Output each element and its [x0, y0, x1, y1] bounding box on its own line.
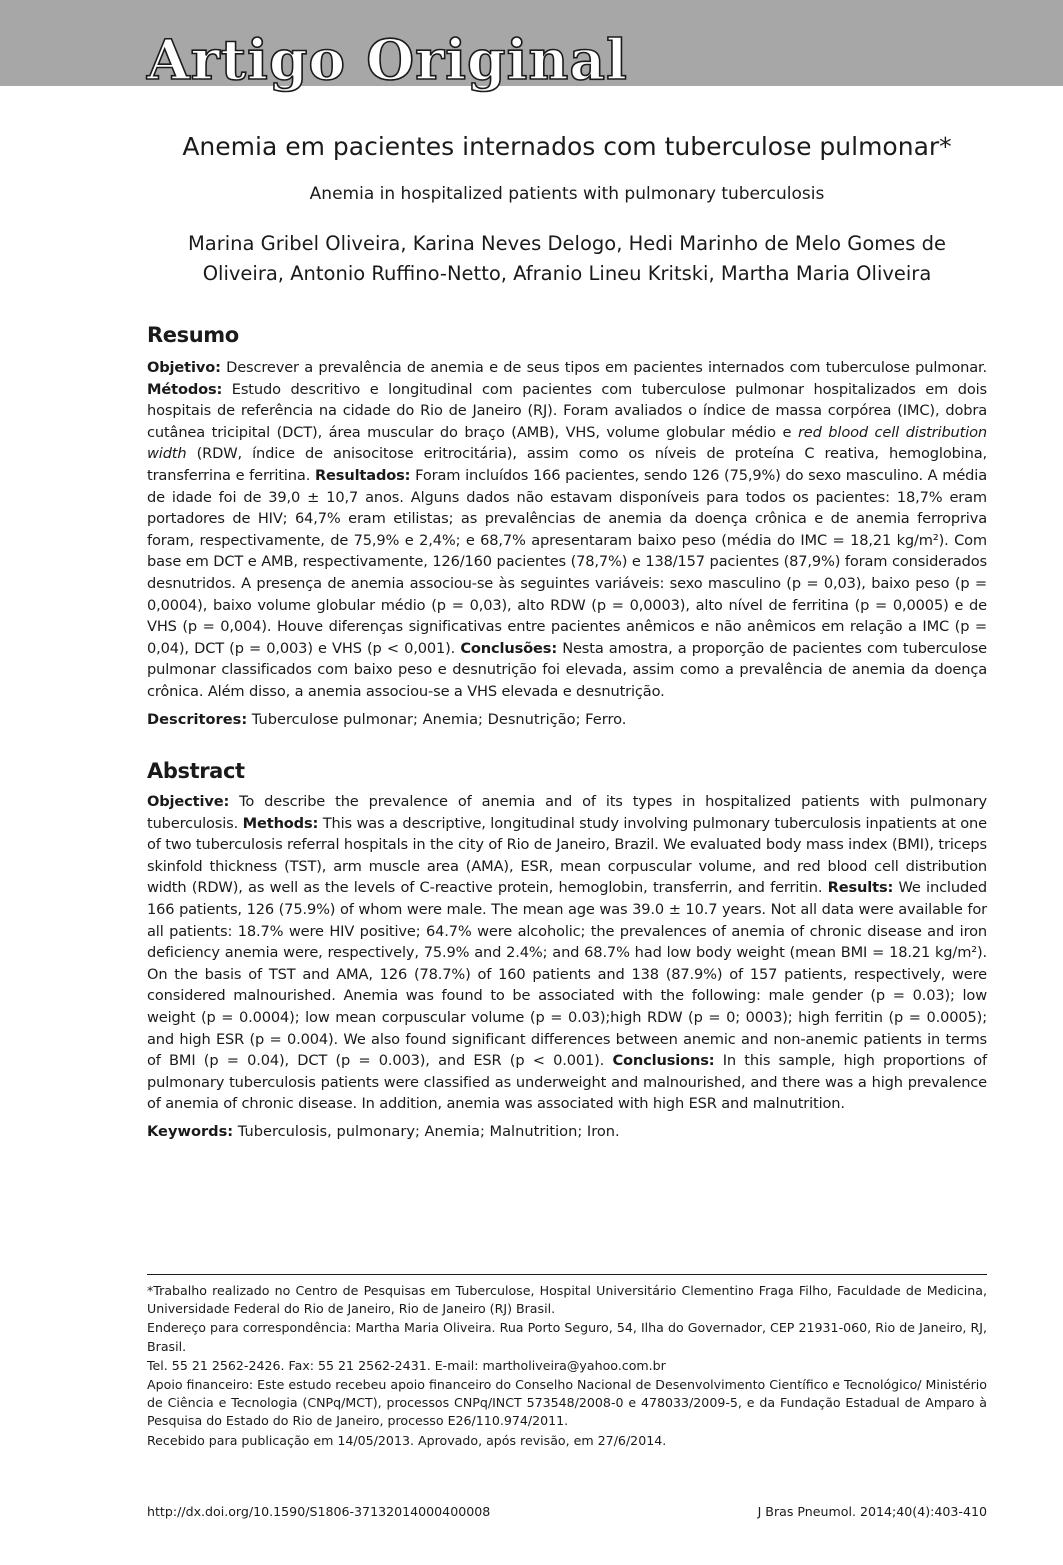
metodos-label: Métodos:: [147, 380, 223, 398]
resumo-heading: Resumo: [147, 323, 239, 347]
author-list: [147, 229, 987, 289]
resumo-body: [147, 357, 987, 703]
conclusions-label: Conclusions:: [612, 1052, 715, 1070]
conclusions-text: In this sample, high proportions of pulmonary tuberculosis patients were classified as underweight and malnourished, and there was a high prevalence of anemia of chronic disease. In addition, anemia was associated with high ESR and malnutrition.: [147, 1052, 987, 1113]
resumo-section: [147, 321, 987, 730]
results-text: We included 166 patients, 126 (75.9%) of whom were male. The mean age was 39.0 ± 10.7 years. Not all data were available for all patients: 18.7% were HIV positive; 64.7% were alcoholic; the prevalences of anemia of chronic disease and iron deficiency anemia were, respectively, 75.9% and 2.4%; and 68.7% had low body weight (mean BMI = 18.21 kg/m²). On the basis of TST and AMA, 126 (78.7%) of 160 patients and 138 (87.9%) of 157 patients, respectively, were considered malnourished. Anemia was found to be associated with the following: male gender (p = 0.03); low weight (p = 0.0004); low mean corpuscular volume (p = 0.03);high RDW (p = 0; 0003); high ferritin (p = 0.0005); and high ESR (p = 0.004). We also found significant differences between anemic and non-anemic patients in terms of BMI (p = 0.04), DCT (p = 0.003), and ESR (p < 0.001).: [147, 879, 987, 1070]
metodos-italic-term: red blood cell distribution width: [147, 423, 988, 463]
resultados-label: Resultados:: [314, 466, 411, 484]
footnote-dates: Recebido para publicação em 14/05/2013. Aprovado, após revisão, em 27/6/2014.: [147, 1432, 667, 1448]
section-label: Artigo Original: [147, 27, 628, 92]
objective-text: To describe the prevalence of anemia and of its types in hospitalized patients with pulmonary tuberculosis.: [147, 793, 987, 832]
footnote-contact: Tel. 55 21 2562-2426. Fax: 55 21 2562-2431. E-mail: martholiveira@yahoo.com.br: [147, 1357, 666, 1373]
objetivo-text: Descrever a prevalência de anemia e de seus tipos em pacientes internados com tuberculose pulmonar.: [220, 359, 987, 376]
methods-text: This was a descriptive, longitudinal study involving pulmonary tuberculosis inpatients at one of two tuberculosis referral hospitals in the city of Rio de Janeiro, Brazil. We evaluated body mass index (BMI), triceps skinfold thickness (TST), arm muscle area (AMA), ESR, mean corpuscular volume, and red blood cell distribution width (RDW), as well as the levels of C-reactive protein, hemoglobin, transferrin, and ferritin.: [147, 814, 987, 897]
abstract-section: [147, 757, 987, 1143]
conclusoes-label: Conclusões:: [460, 639, 558, 657]
objetivo-label: Objetivo:: [147, 359, 221, 376]
doi-link[interactable]: http://dx.doi.org/10.1590/S1806-37132014000400008: [147, 1504, 491, 1519]
methods-label: Methods:: [242, 814, 319, 832]
conclusoes-text: Nesta amostra, a proporção de pacientes com tuberculose pulmonar classificados com baixo peso e desnutrição foi elevada, assim como a prevalência de anemia da doença crônica. Além disso, a anemia associou-se a VHS elevada e desnutrição.: [147, 639, 987, 700]
keywords: [147, 1121, 987, 1143]
keywords-label: Keywords:: [147, 1122, 234, 1140]
abstract-heading: Abstract: [147, 759, 245, 783]
footnote-address: Endereço para correspondência: Martha Maria Oliveira. Rua Porto Seguro, 54, Ilha do Governador, CEP 21931-060, Rio de Janeiro, RJ, Brasil.: [147, 1320, 987, 1354]
descritores: [147, 709, 987, 731]
objective-label: Objective:: [147, 793, 230, 810]
keywords-text: Tuberculosis, pulmonary; Anemia; Malnutrition; Iron.: [233, 1122, 620, 1140]
authors-line: Marina Gribel Oliveira, Karina Neves Delogo, Hedi Marinho de Melo Gomes de: [187, 232, 947, 255]
footnote-funding: Apoio financeiro: Este estudo recebeu apoio financeiro do Conselho Nacional de Desenvolvimento Científico e Tecnológico/ Ministério de Ciência e Tecnologia (CNPq/MCT), processos CNPq/INCT 573548/2008-0 e 478033/2009-5, e da Fundação Estadual de Amparo à Pesquisa do Estado do Rio de Janeiro, processo E26/110.974/2011.: [147, 1377, 987, 1429]
journal-citation: J Bras Pneumol. 2014;40(4):403-410: [757, 1504, 987, 1519]
authors-line: Oliveira, Antonio Ruffino-Netto, Afranio Lineu Kritski, Martha Maria Oliveira: [202, 262, 932, 285]
results-label: Results:: [827, 879, 894, 897]
article-subtitle: Anemia in hospitalized patients with pulmonary tuberculosis: [309, 184, 825, 204]
descritores-text: Tuberculose pulmonar; Anemia; Desnutrição; Ferro.: [247, 710, 627, 728]
abstract-body: [147, 791, 987, 1115]
metodos-text: Estudo descritivo e longitudinal com pacientes com tuberculose pulmonar hospitalizados em dois hospitais de referência na cidade do Rio de Janeiro (RJ). Foram avaliados o índice de massa corpórea (IMC), dobra cutânea tricipital (DCT), área muscular do braço (AMB), VHS, volume globular médio e: [147, 380, 987, 441]
footnote-affiliation: *Trabalho realizado no Centro de Pesquisas em Tuberculose, Hospital Universitário Clementino Fraga Filho, Faculdade de Medicina, Universidade Federal do Rio de Janeiro, Rio de Janeiro (RJ) Brasil.: [147, 1283, 987, 1317]
article-title: Anemia em pacientes internados com tuberculose pulmonar*: [182, 132, 952, 161]
footnotes: [147, 1274, 987, 1451]
descritores-label: Descritores:: [147, 710, 248, 728]
resultados-text: Foram incluídos 166 pacientes, sendo 126 (75,9%) do sexo masculino. A média de idade foi de 39,0 ± 10,7 anos. Alguns dados não estavam disponíveis para todos os pacientes: 18,7% eram portadores de HIV; 64,7% eram etilistas; as prevalências de anemia da doença crônica e de anemia ferropriva foram, respectivamente, de 75,9% e 2,4%; e 68,7% apresentaram baixo peso (média do IMC = 18,21 kg/m²). Com base em DCT e AMB, respectivamente, 126/160 pacientes (78,7%) e 138/157 pacientes (87,9%) foram considerados desnutridos. A presença de anemia associou-se às seguintes variáveis: sexo masculino (p = 0,03), baixo peso (p = 0,0004), baixo volume globular médio (p = 0,03), alto RDW (p = 0,0003), alto nível de ferritina (p = 0,0005) e de VHS (p = 0,004). Houve diferenças significativas entre pacientes anêmicos e não anêmicos em relação a IMC (p = 0,04), DCT (p = 0,003) e VHS (p < 0,001).: [147, 466, 987, 657]
metodos-text-cont: (RDW, índice de anisocitose eritrocitária), assim como os níveis de proteína C reativa, hemoglobina, transferrina e ferritina.: [147, 445, 987, 484]
